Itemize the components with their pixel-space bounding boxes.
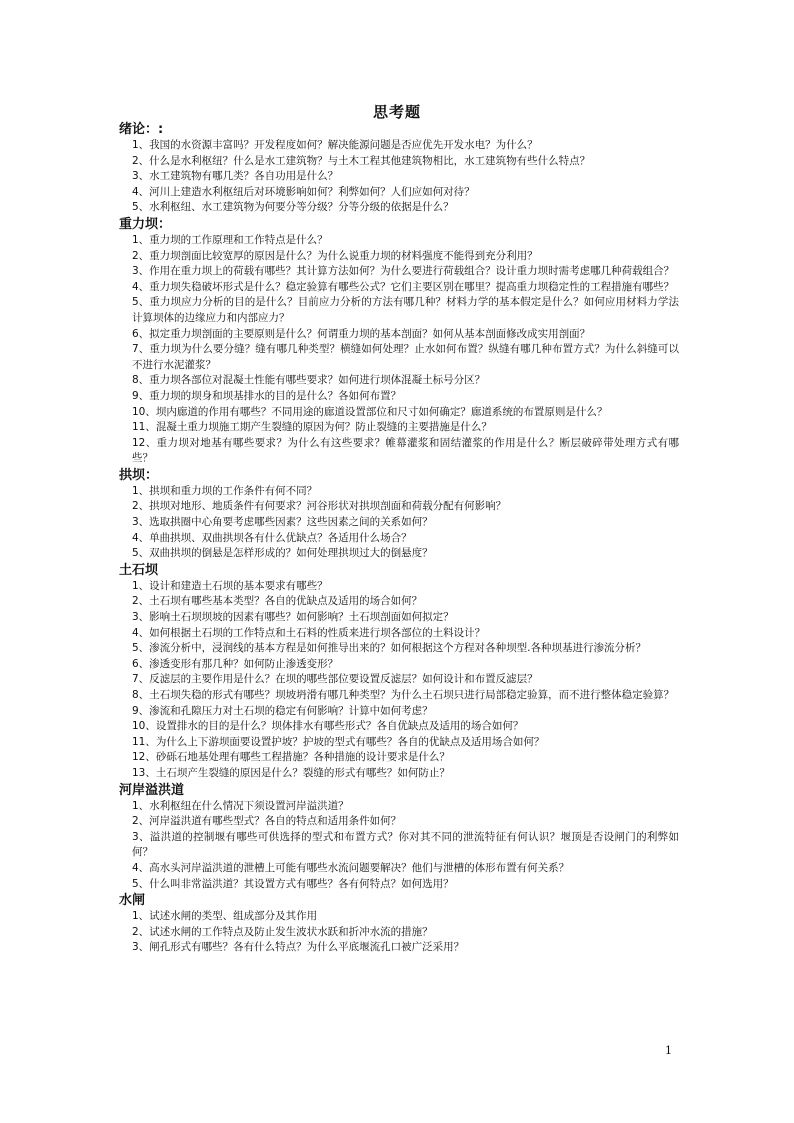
page-number: 1	[665, 1044, 672, 1057]
section-heading: 水闸	[119, 893, 146, 909]
question-item: 11、为什么上下游坝面要设置护坡？护坡的型式有哪些？各自的优缺点及适用场合如何？	[132, 735, 545, 748]
question-item: 1、试述水闸的类型、组成部分及其作用	[132, 910, 318, 923]
question-item: 5、什么叫非常溢洪道？其设置方式有哪些？各有何特点？如何选用？	[132, 877, 454, 890]
question-item: 1、拱坝和重力坝的工作条件有何不同？	[132, 484, 318, 497]
question-item: 3、作用在重力坝上的荷载有哪些？其计算方法如何？为什么要进行荷载组合？设计重力坝时需考虑哪几种荷载组合？	[132, 265, 675, 278]
question-item: 5、重力坝应力分析的目的是什么？目前应力分析的方法有哪几种？材料力学的基本假定是什么？如何应用材料力学法计算坝体的边缘应力和内部应力？	[132, 296, 679, 324]
question-item: 1、我国的水资源丰富吗？开发程度如何？解决能源问题是否应优先开发水电？为什么？	[132, 139, 538, 151]
question-item: 9、渗流和孔隙压力对土石坝的稳定有何影响？计算中如何考虑？	[132, 704, 433, 717]
question-item: 4、如何根据土石坝的工作特点和土石料的性质来进行坝各部位的土料设计？	[132, 626, 486, 639]
question-item: 4、高水头河岸溢洪道的泄槽上可能有哪些水流问题要解决？他们与泄槽的体形布置有何关系？	[132, 861, 570, 874]
question-item: 3、水工建筑物有哪几类？各自功用是什么？	[132, 170, 339, 183]
question-list	[119, 121, 679, 956]
question-item: 1、水利枢纽在什么情况下须设置河岸溢洪道？	[132, 799, 349, 812]
question-item: 10、坝内廊道的作用有哪些？不同用途的廊道设置部位和尺寸如何确定？廊道系统的布置原则是什么？	[132, 405, 608, 418]
question-item: 4、重力坝失稳破坏形式是什么？稳定验算有哪些公式？它们主要区别在哪里？提高重力坝稳定性的工程措施有哪些？	[132, 280, 675, 293]
question-item: 2、重力坝剖面比较宽厚的原因是什么？为什么说重力坝的材料强度不能得到充分利用？	[132, 249, 538, 262]
page-title: 思考题	[372, 103, 421, 121]
question-item: 2、土石坝有哪些基本类型？各自的优缺点及适用的场合如何？	[132, 595, 423, 608]
question-item: 9、重力坝的坝身和坝基排水的目的是什么？各如何布置？	[132, 389, 402, 402]
question-item: 3、闸孔形式有哪些？各有什么特点？为什么平底堰流孔口被广泛采用？	[132, 941, 465, 954]
question-item: 2、试述水闸的工作特点及防止发生波状水跃和折冲水流的措施？	[132, 925, 433, 938]
question-item: 1、设计和建造土石坝的基本要求有哪些？	[132, 579, 328, 592]
question-item: 12、砂砾石地基处理有哪些工程措施？各种措施的设计要求是什么？	[132, 751, 450, 764]
question-item: 13、土石坝产生裂缝的原因是什么？裂缝的形式有哪些？如何防止？	[132, 766, 450, 779]
question-item: 7、反滤层的主要作用是什么？在坝的哪些部位要设置反滤层？如何设计和布置反滤层？	[132, 673, 538, 686]
question-item: 11、混凝土重力坝施工期产生裂缝的原因为何？防止裂缝的主要措施是什么？	[132, 421, 492, 434]
question-item: 7、重力坝为什么要分缝？缝有哪几种类型？横缝如何处理？止水如何布置？纵缝有哪几种布置方式？为什么斜缝可以不进行水泥灌浆？	[132, 343, 679, 371]
question-item: 5、双曲拱坝的倒悬是怎样形成的？如何处理拱坝过大的倒悬度？	[132, 547, 433, 560]
section-heading: 土石坝	[119, 562, 159, 578]
question-item: 1、重力坝的工作原理和工作特点是什么？	[132, 233, 328, 246]
question-item: 2、什么是水利枢纽？什么是水工建筑物？与土木工程其他建筑物相比，水工建筑物有些什么特点？	[132, 154, 591, 167]
question-item: 3、影响土石坝坝坡的因素有哪些？如何影响？土石坝剖面如何拟定？	[132, 611, 454, 624]
question-item: 5、渗流分析中，浸润线的基本方程是如何推导出来的？如何根据这个方程对各种坝型.各种坝基进行渗流分析？	[132, 642, 647, 655]
question-item: 12、重力坝对地基有哪些要求？为什么有这些要求？帷幕灌浆和固结灌浆的作用是什么？断层破碎带处理方式有哪些？	[132, 436, 679, 465]
question-item: 6、拟定重力坝剖面的主要原则是什么？何谓重力坝的基本剖面？如何从基本剖面修改成实用剖面？	[132, 327, 591, 340]
question-item: 3、溢洪道的控制堰有哪些可供选择的型式和布置方式？你对其不同的泄流特征有何认识？堰顶是否设闸门的利弊如何？	[132, 830, 679, 859]
question-item: 8、土石坝失稳的形式有哪些？坝坡坍滑有哪几种类型？为什么土石坝只进行局部稳定验算，而不进行整体稳定验算？	[132, 689, 675, 701]
question-item: 4、单曲拱坝、双曲拱坝各有什么优缺点？各适用什么场合？	[132, 531, 412, 544]
question-item: 2、河岸溢洪道有哪些型式？各自的特点和适用条件如何？	[132, 815, 402, 828]
section-heading: 拱坝：	[119, 467, 159, 483]
question-item: 4、河川上建造水利枢纽后对环境影响如何？利弊如何？人们应如何对待？	[132, 185, 475, 198]
question-item: 2、拱坝对地形、地质条件有何要求？河谷形状对拱坝剖面和荷载分配有何影响？	[132, 500, 507, 513]
section-heading: 河岸溢洪道	[119, 782, 185, 798]
question-item: 10、设置排水的目的是什么？坝体排水有哪些形式？各自优缺点及适用的场合如何？	[132, 720, 524, 733]
question-item: 3、选取拱圈中心角要考虑哪些因素？这些因素之间的关系如何？	[132, 516, 433, 529]
section-heading: 重力坝：	[119, 216, 172, 232]
question-item: 5、水利枢纽、水工建筑物为何要分等分级？分等分级的依据是什么？	[132, 201, 454, 214]
question-item: 8、重力坝各部位对混凝土性能有哪些要求？如何进行坝体混凝土标号分区？	[132, 374, 486, 387]
section-heading: 绪论：:	[119, 122, 164, 137]
question-item: 6、渗透变形有那几种？如何防止渗透变形？	[132, 657, 339, 670]
